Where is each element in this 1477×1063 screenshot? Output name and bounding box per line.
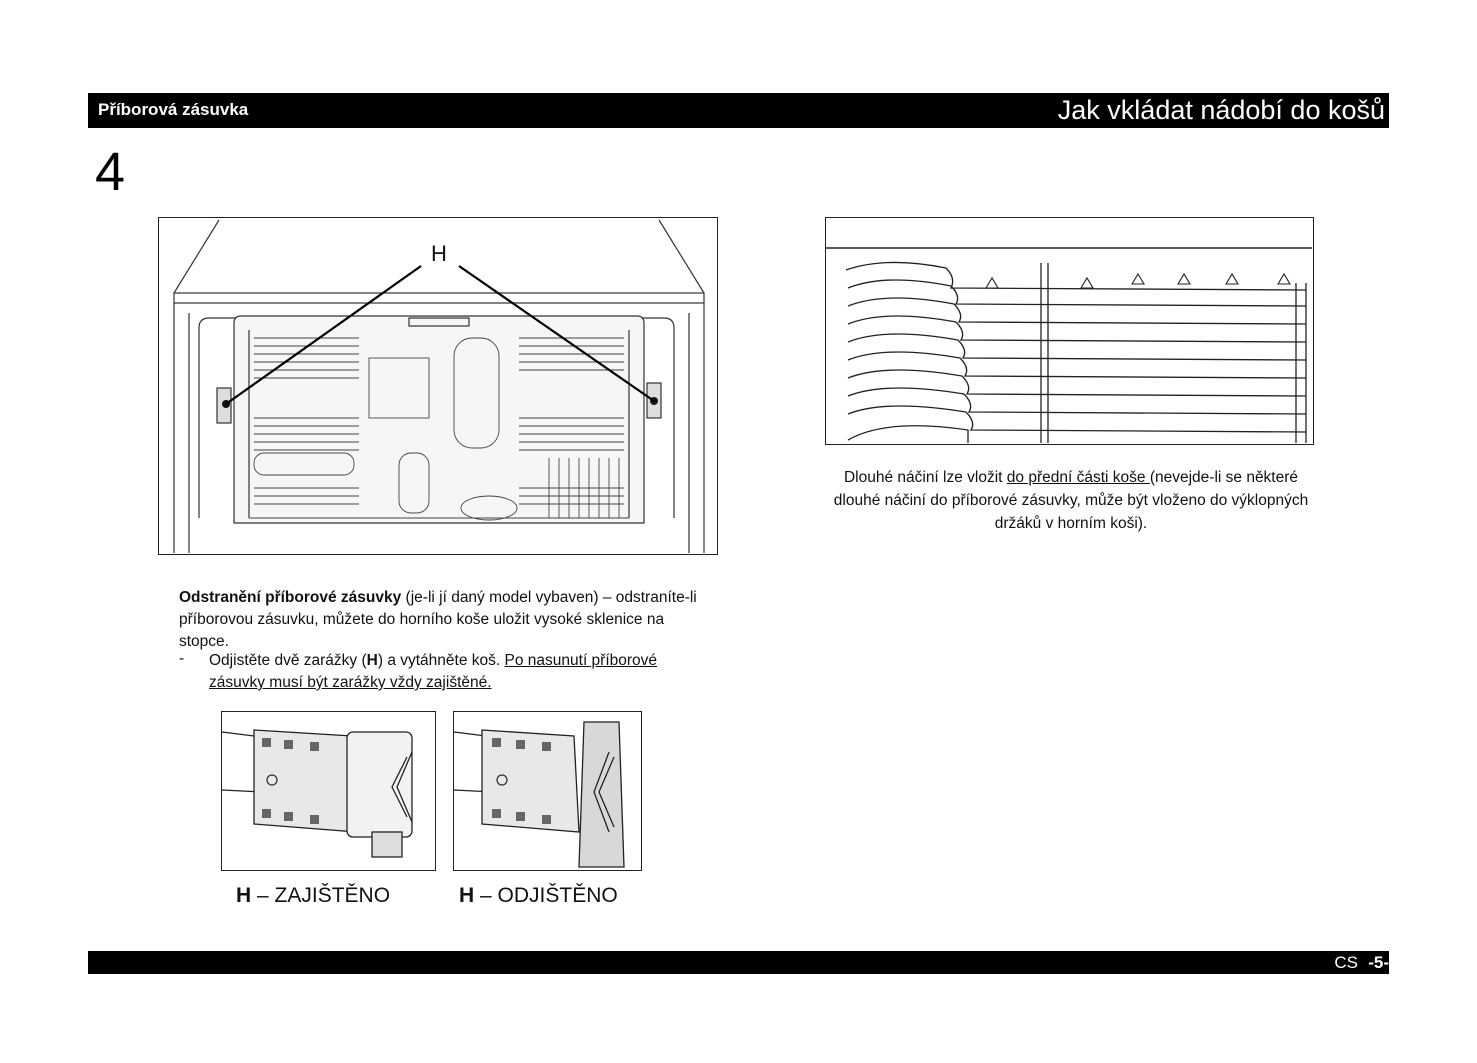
latch-marker-label: H bbox=[431, 241, 447, 266]
bullet-text-middle: ) a vytáhněte koš. bbox=[377, 652, 505, 669]
bullet-instruction bbox=[209, 650, 679, 694]
bullet-text-start: Odjistěte dvě zarážky ( bbox=[209, 652, 367, 669]
footer-language: CS bbox=[1334, 953, 1358, 972]
drawer-removal-paragraph bbox=[179, 587, 699, 653]
section-title: Příborová zásuvka bbox=[98, 100, 249, 119]
bullet-latch-key: H bbox=[366, 652, 378, 669]
footer-bar bbox=[88, 951, 1389, 974]
page-number: -5- bbox=[1368, 953, 1389, 972]
bullet-warning-underlined: Po nasunutí příborové zásuvky musí být zarážky vždy zajištěné. bbox=[209, 652, 658, 691]
unlocked-key: H bbox=[459, 884, 475, 907]
cutlery-drawer-illustration bbox=[158, 217, 718, 555]
long-utensils-caption bbox=[822, 466, 1320, 535]
latch-unlocked-illustration bbox=[453, 711, 642, 871]
latch-locked-label bbox=[236, 884, 390, 908]
chapter-title: Jak vkládat nádobí do košů bbox=[1057, 95, 1385, 125]
bullet-dash: - bbox=[179, 650, 185, 667]
caption-text-start: Dlouhé náčiní lze vložit bbox=[843, 469, 1007, 486]
latch-locked-illustration bbox=[221, 711, 436, 871]
caption-underlined-text: do přední části koše bbox=[1006, 469, 1150, 486]
latch-unlocked-label bbox=[459, 884, 618, 908]
step-number: 4 bbox=[95, 142, 126, 202]
locked-key: H bbox=[236, 884, 252, 907]
locked-text: – ZAJIŠTĚNO bbox=[251, 884, 391, 907]
removal-title: Odstranění příborové zásuvky bbox=[179, 589, 402, 606]
long-utensils-illustration bbox=[825, 217, 1314, 445]
caption-text-end: (nevejde-li se některé dlouhé náčiní do příborové zásuvky, může být vloženo do výklopných držáků v horním koši). bbox=[833, 469, 1309, 532]
removal-description: (je-li jí daný model vybaven) – odstraníte-li příborovou zásuvku, můžete do horního koše uložit vysoké sklenice na stopce. bbox=[179, 589, 697, 650]
unlocked-text: – ODJIŠTĚNO bbox=[474, 884, 618, 907]
